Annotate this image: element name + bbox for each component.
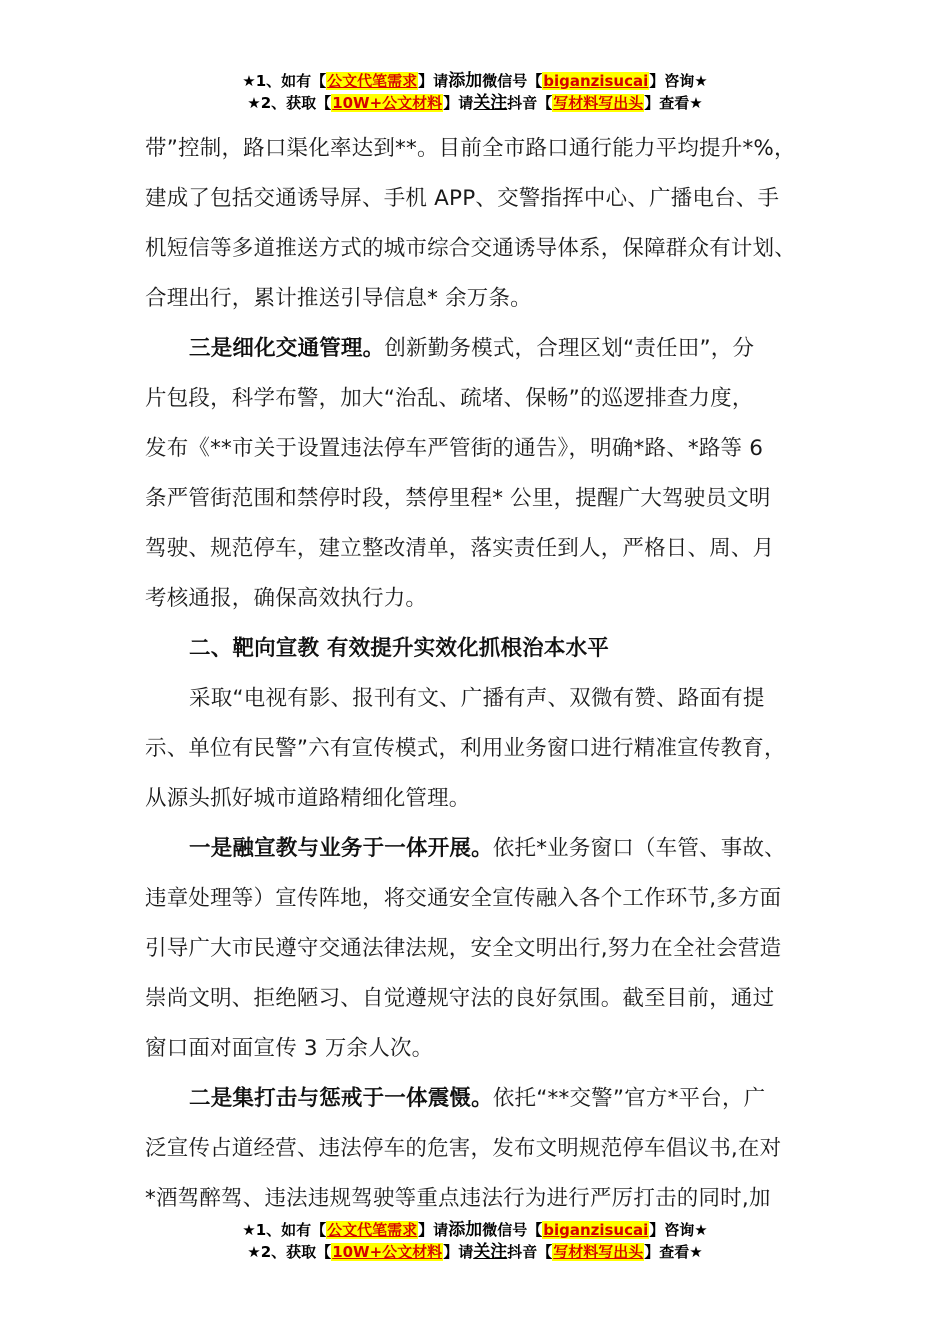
banner-line-2: ★2、获取【10W+公文材料】请关注抖音【写材料写出头】查看★ [247,1242,703,1262]
subheading: 二是集打击与惩戒于一体震慑。 [189,1086,493,1111]
section-heading: 二、靶向宣教 有效提升实效化抓根治本水平 [189,636,609,661]
banner-line-1: ★1、如有【公文代笔需求】请添加微信号【biganzisucai】咨询★ [242,71,708,91]
paragraph-5: 二是集打击与惩戒于一体震慑。依托“**交警”官方*平台，广 泛宣传占道经营、违法停车的危害，发布文明规范停车倡议书,在对 *酒驾醉驾、违法违规驾驶等重点违法行为进行严厉打击的同时,加 [145,1086,782,1211]
highlight-materials: 10W+公文材料 [332,94,443,112]
highlight-service: 公文代笔需求 [327,72,418,90]
banner-line-2: ★2、获取【10W+公文材料】请关注抖音【写材料写出头】查看★ [247,93,703,113]
highlight-service: 公文代笔需求 [327,1221,418,1239]
header-banner [0,70,950,114]
star-icon: ★ [242,1221,256,1239]
highlight-douyin: 写材料写出头 [553,94,644,112]
highlight-wechat-id: biganzisucai [543,1221,649,1239]
paragraph-1: 带”控制，路口渠化率达到**。目前全市路口通行能力平均提升*%， 建成了包括交通诱导屏、手机 APP、交警指挥中心、广播电台、手 机短信等多道推送方式的城市综合交通诱导体系，保障群众有计划、 合理出行，累计推送引导信息* 余万条。 [145,136,797,311]
document-body [145,124,835,1224]
star-icon: ★ [247,1243,261,1261]
highlight-materials: 10W+公文材料 [332,1243,443,1261]
highlight-wechat-id: biganzisucai [543,72,649,90]
star-icon: ★ [242,72,256,90]
subheading: 一是融宣教与业务于一体开展。 [189,836,493,861]
paragraph-2: 三是细化交通管理。创新勤务模式，合理区划“责任田”，分 片包段，科学布警，加大“治乱、疏堵、保畅”的巡逻排查力度， 发布《**市关于设置违法停车严管街的通告》，明确*路、*路等 6 条严管街范围和禁停时段，禁停里程* 公里，提醒广大驾驶员文明 驾驶、规范停车，建立整改清单，落实责任到人，严格日、周、月 考核通报，确保高效执行力。 [145,336,775,611]
banner-line-1: ★1、如有【公文代笔需求】请添加微信号【biganzisucai】咨询★ [242,1220,708,1240]
highlight-douyin: 写材料写出头 [553,1243,644,1261]
paragraph-4: 一是融宣教与业务于一体开展。依托*业务窗口（车管、事故、 违章处理等）宣传阵地，将交通安全宣传融入各个工作环节,多方面 引导广大市民遵守交通法律法规，安全文明出行,努力在全社会营造 崇尚文明、拒绝陋习、自觉遵规守法的良好氛围。截至目前，通过 窗口面对面宣传 3 万余人次。 [145,836,786,1061]
subheading: 三是细化交通管理。 [189,336,385,361]
star-icon: ★ [247,94,261,112]
footer-banner [0,1219,950,1263]
paragraph-3: 采取“电视有影、报刊有文、广播有声、双微有赞、路面有提 示、单位有民警”六有宣传模式，利用业务窗口进行精准宣传教育， 从源头抓好城市道路精细化管理。 [145,686,786,811]
